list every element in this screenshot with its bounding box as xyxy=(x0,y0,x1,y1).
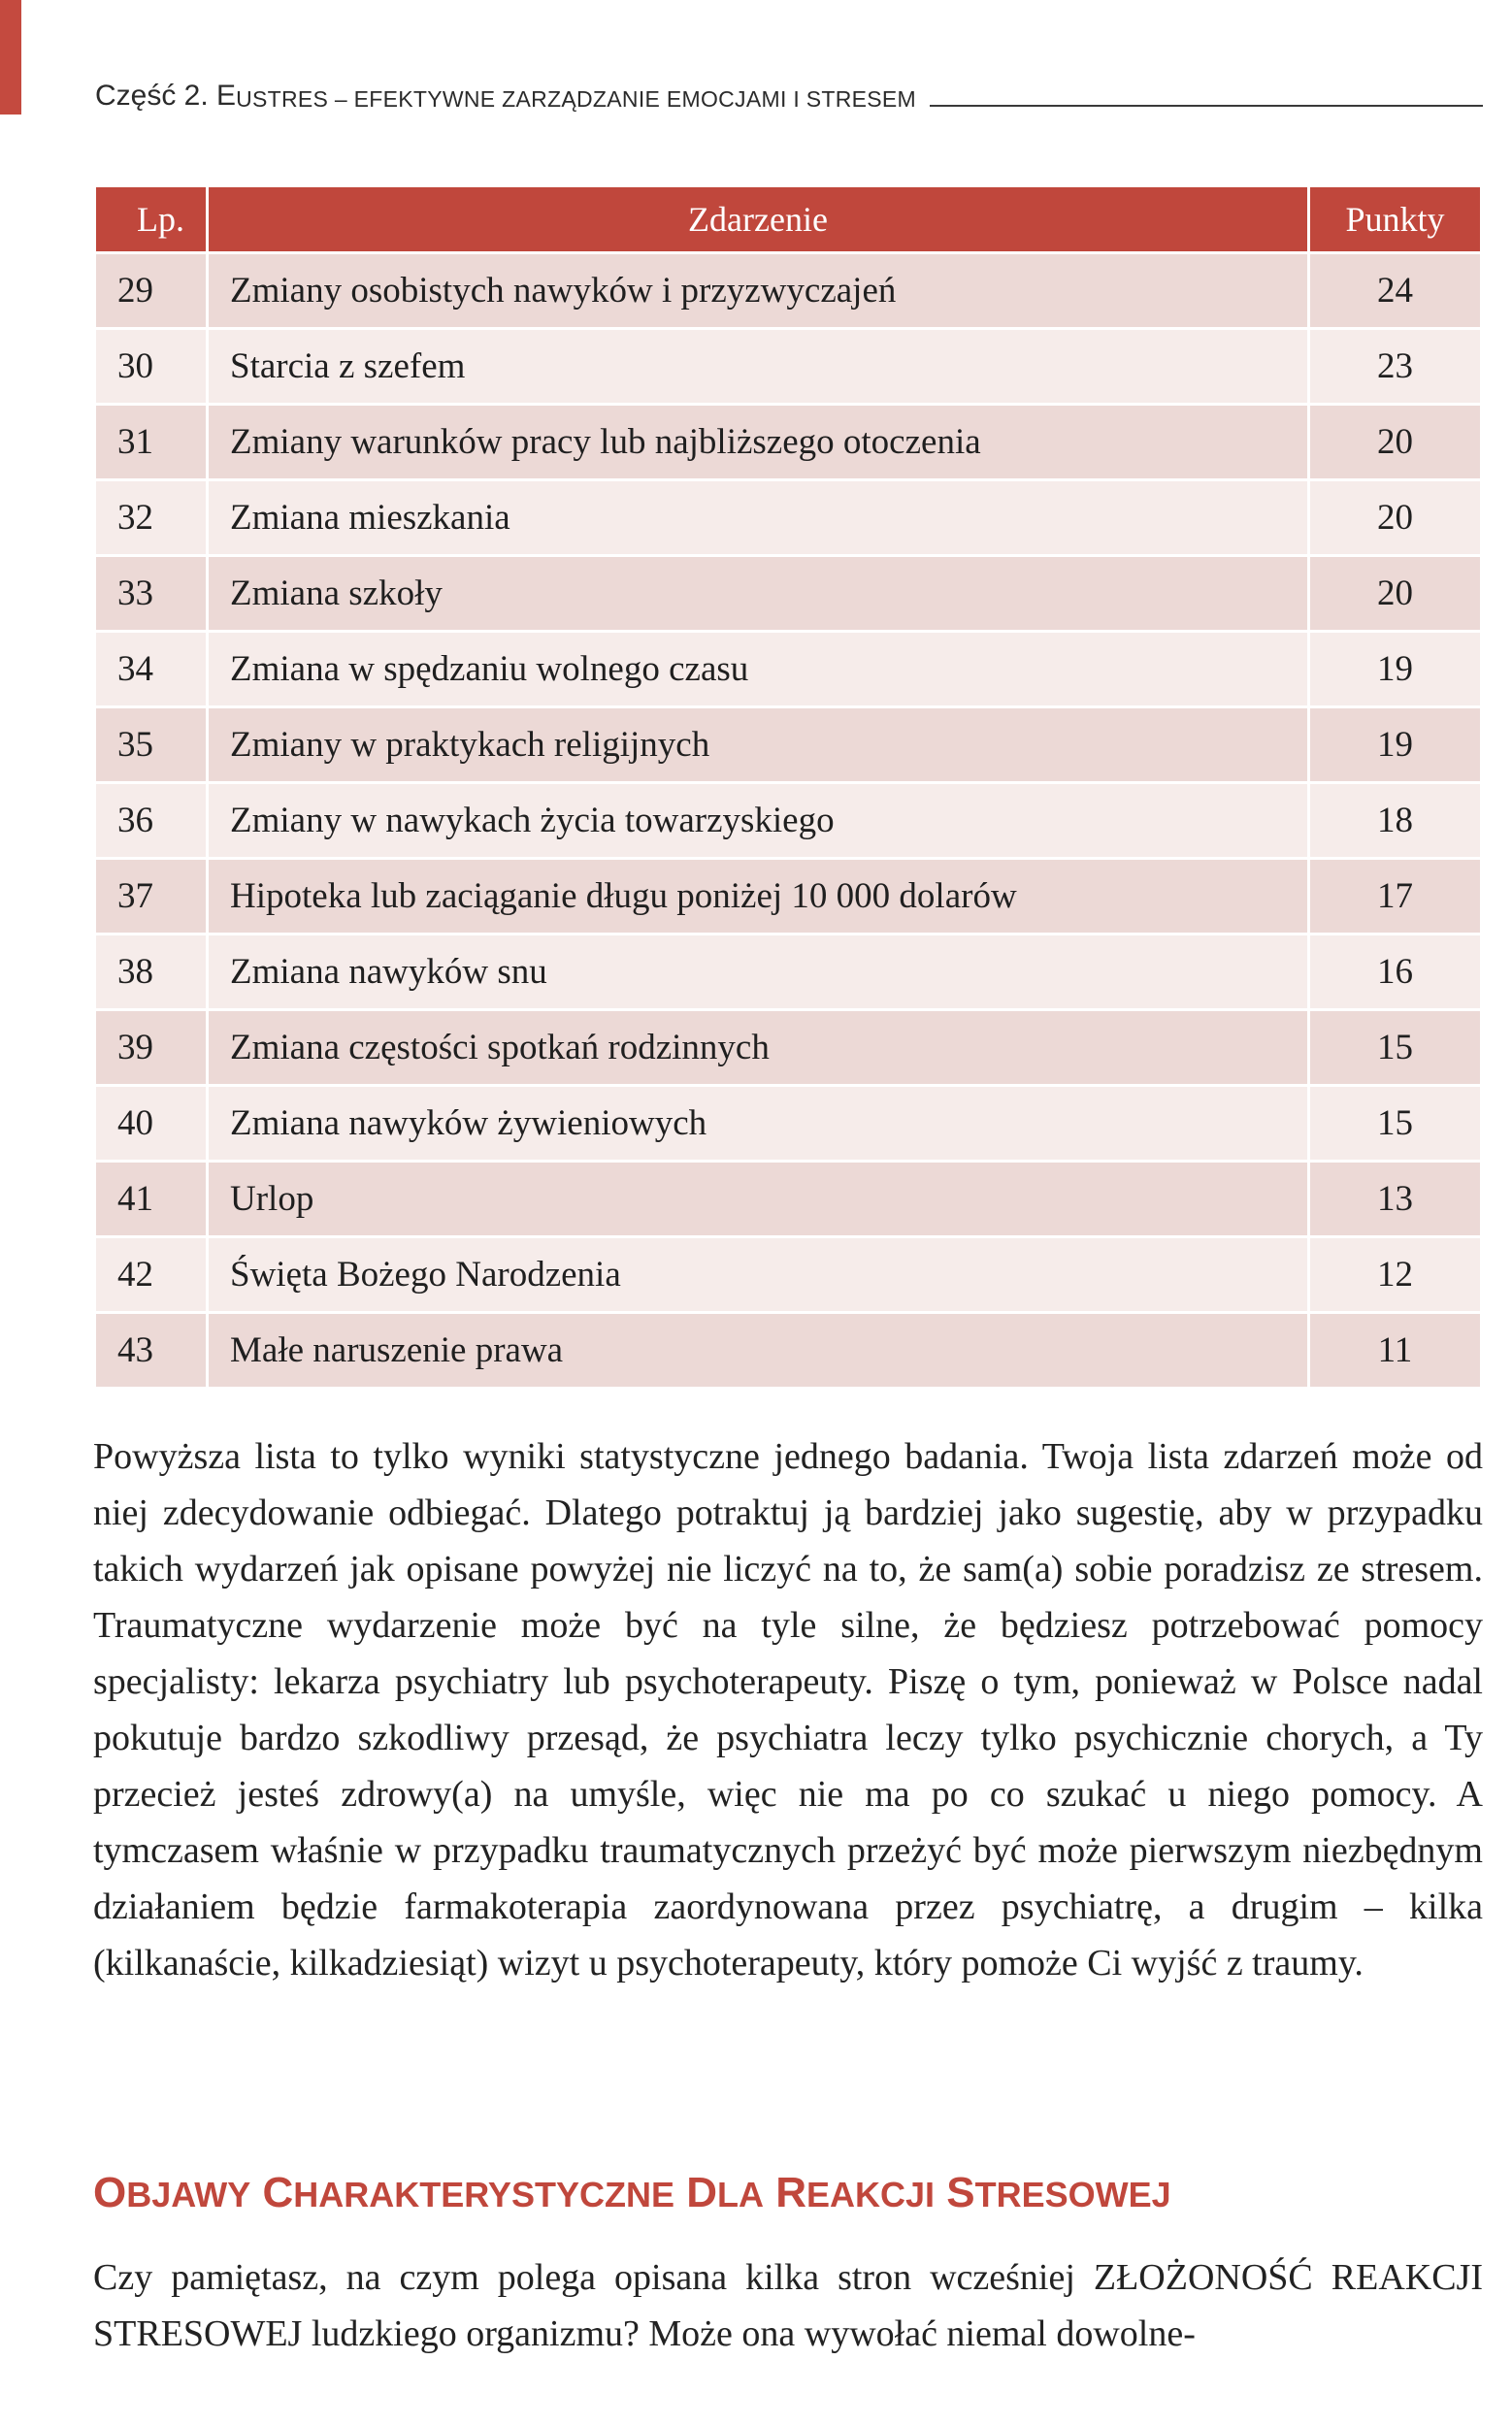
table-row xyxy=(95,1010,1482,1086)
header-title-initial: E xyxy=(216,80,237,112)
table-row xyxy=(95,632,1482,707)
row-event: Zmiana szkoły xyxy=(208,556,1309,632)
row-event: Zmiany osobistych nawyków i przyzwyczajeń xyxy=(208,253,1309,329)
row-event: Urlop xyxy=(208,1162,1309,1237)
row-event: Zmiany w nawykach życia towarzyskiego xyxy=(208,783,1309,859)
heading-initial: D xyxy=(686,2169,717,2216)
body-paragraph: Powyższa lista to tylko wyniki statystyczne jednego badania. Twoja lista zdarzeń może od niej zdecydowanie odbiegać. Dlatego potraktuj ją bardziej jako sugestię, aby w przypadku takich wydarzeń jak opisane powyżej nie liczyć na to, że sam(a) sobie poradzisz ze stresem. Traumatyczne wydarzenie może być na tyle silne, że będziesz potrzebować pomocy specjalisty: lekarza psychiatry lub psychoterapeuty. Piszę o tym, ponieważ w Polsce nadal pokutuje bardzo szkodliwy przesąd, że psychiatra leczy tylko psychicznie chorych, a Ty przecież jesteś zdrowy(a) na umyśle, więc nie ma po co szukać u niego pomocy. A tymczasem właśnie w przypadku traumatycznych przeżyć być może pierwszym niezbędnym działaniem będzie farmakoterapia zaordynowana przez psychiatrę, a drugim – kilka (kilkanaście, kilkadziesiąt) wizyt u psychoterapeuty, który pomoże Ci wyjść z traumy. xyxy=(93,1436,1483,1983)
row-event: Święta Bożego Narodzenia xyxy=(208,1237,1309,1313)
table-header-row xyxy=(95,186,1482,253)
row-number: 32 xyxy=(95,480,208,556)
row-points: 20 xyxy=(1309,480,1482,556)
header-title: USTRES – EFEKTYWNE ZARZĄDZANIE EMOCJAMI I STRESEM xyxy=(236,86,916,112)
row-number: 36 xyxy=(95,783,208,859)
heading-initial: O xyxy=(93,2169,127,2216)
table-row xyxy=(95,329,1482,405)
row-points: 18 xyxy=(1309,783,1482,859)
body-paragraph-continued: Czy pamiętasz, na czym polega opisana kilka stron wcześniej ZŁOŻONOŚĆ REAKCJI STRESOWEJ ludzkiego organizmu? Może ona wywołać niemal dowolne- xyxy=(93,2257,1483,2354)
row-event: Zmiana nawyków żywieniowych xyxy=(208,1086,1309,1162)
row-points: 19 xyxy=(1309,707,1482,783)
row-number: 34 xyxy=(95,632,208,707)
table-row xyxy=(95,707,1482,783)
heading-word-rest: TRESOWEJ xyxy=(974,2175,1171,2214)
row-number: 41 xyxy=(95,1162,208,1237)
running-header xyxy=(95,74,1483,113)
row-points: 24 xyxy=(1309,253,1482,329)
row-points: 17 xyxy=(1309,859,1482,934)
heading-word-rest: LA xyxy=(716,2175,764,2214)
heading-word-rest: BJAWY xyxy=(126,2175,251,2214)
section-heading xyxy=(93,2166,1483,2222)
heading-initial: C xyxy=(262,2169,294,2216)
heading-word-rest: HARAKTERYSTYCZNE xyxy=(293,2175,674,2214)
row-points: 12 xyxy=(1309,1237,1482,1313)
row-event: Zmiana w spędzaniu wolnego czasu xyxy=(208,632,1309,707)
table-row xyxy=(95,556,1482,632)
column-header-points: Punkty xyxy=(1309,186,1482,253)
row-number: 31 xyxy=(95,405,208,480)
heading-initial: R xyxy=(775,2169,806,2216)
row-number: 35 xyxy=(95,707,208,783)
row-event: Zmiany warunków pracy lub najbliższego otoczenia xyxy=(208,405,1309,480)
table-row xyxy=(95,1313,1482,1389)
row-number: 38 xyxy=(95,934,208,1010)
table-row xyxy=(95,253,1482,329)
part-label: Część 2. xyxy=(95,80,217,112)
row-number: 39 xyxy=(95,1010,208,1086)
row-points: 23 xyxy=(1309,329,1482,405)
row-points: 16 xyxy=(1309,934,1482,1010)
table-row xyxy=(95,859,1482,934)
table-row xyxy=(95,783,1482,859)
row-event: Zmiana częstości spotkań rodzinnych xyxy=(208,1010,1309,1086)
row-event: Zmiana mieszkania xyxy=(208,480,1309,556)
table-row xyxy=(95,480,1482,556)
heading-word-rest: EAKCJI xyxy=(806,2175,936,2214)
table-row xyxy=(95,405,1482,480)
table-row xyxy=(95,1086,1482,1162)
row-number: 42 xyxy=(95,1237,208,1313)
row-event: Małe naruszenie prawa xyxy=(208,1313,1309,1389)
table-row xyxy=(95,1237,1482,1313)
corner-color-mark xyxy=(0,0,21,115)
row-number: 29 xyxy=(95,253,208,329)
row-points: 11 xyxy=(1309,1313,1482,1389)
column-header-lp: Lp. xyxy=(95,186,208,253)
row-number: 33 xyxy=(95,556,208,632)
header-rule xyxy=(930,105,1483,107)
table-row xyxy=(95,1162,1482,1237)
row-number: 40 xyxy=(95,1086,208,1162)
row-points: 20 xyxy=(1309,556,1482,632)
row-points: 13 xyxy=(1309,1162,1482,1237)
row-number: 30 xyxy=(95,329,208,405)
table-row xyxy=(95,934,1482,1010)
row-points: 19 xyxy=(1309,632,1482,707)
stress-events-table xyxy=(93,184,1483,1390)
row-number: 43 xyxy=(95,1313,208,1389)
row-event: Zmiany w praktykach religijnych xyxy=(208,707,1309,783)
row-event: Starcia z szefem xyxy=(208,329,1309,405)
row-event: Zmiana nawyków snu xyxy=(208,934,1309,1010)
row-points: 15 xyxy=(1309,1086,1482,1162)
heading-initial: S xyxy=(946,2169,975,2216)
table-body xyxy=(95,253,1482,1389)
row-points: 20 xyxy=(1309,405,1482,480)
row-event: Hipoteka lub zaciąganie długu poniżej 10 000 dolarów xyxy=(208,859,1309,934)
column-header-event: Zdarzenie xyxy=(208,186,1309,253)
row-number: 37 xyxy=(95,859,208,934)
row-points: 15 xyxy=(1309,1010,1482,1086)
